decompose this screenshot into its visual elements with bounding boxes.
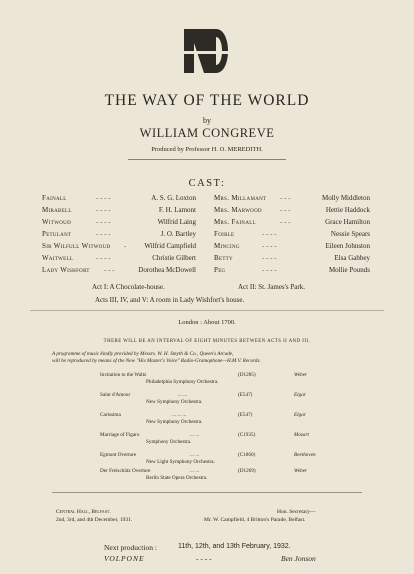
composer: Weber (294, 372, 308, 378)
cast-row (0, 230, 414, 241)
divider (128, 159, 286, 160)
leader-dots: ... ... (190, 452, 200, 458)
piece-title: Marriage of Figaro (100, 432, 140, 438)
actor-name: Christie Gilbert (152, 254, 196, 262)
record-number: (D1285) (238, 372, 256, 378)
role-name: Fainall (42, 194, 67, 202)
actor-name: F. H. Lamont (158, 206, 196, 214)
orchestra: New Symphony Orchestra. (146, 419, 203, 425)
time-and-place: London : About 1700. (178, 319, 236, 326)
piece-title: Der Freischütz Overture (100, 468, 151, 474)
role-name: Mrs. Millamant (214, 194, 267, 202)
actor-name: Nessie Spears (330, 230, 370, 238)
piece-title: Invitation to the Waltz (100, 372, 147, 378)
next-production-label: Next production : (104, 543, 157, 552)
actor-name: Elsa Gabbey (334, 254, 370, 262)
actor-name: Hettie Haddock (325, 206, 370, 214)
record-number: (D1269) (238, 468, 256, 474)
leader-dots: - - - - (262, 230, 277, 238)
orchestra: Symphony Orchestra. (146, 439, 192, 445)
leader-dots: - - - - (196, 554, 212, 563)
producer-line: Produced by Professor H. O. MEREDITH. (151, 146, 263, 153)
orchestra: New Symphony Orchestra. (146, 399, 203, 405)
leader-dots: - - - - (96, 230, 111, 238)
role-name: Mirabell (42, 206, 72, 214)
composer: Beethoven (294, 452, 316, 458)
role-name: Waitwell (42, 254, 74, 262)
role-name: Sir Wilfull Witwoud (42, 242, 111, 250)
by-line: by (203, 116, 211, 125)
composer: Elgar (294, 412, 306, 418)
record-number: (E547) (238, 412, 253, 418)
cast-row (0, 194, 414, 205)
orchestra: New Light Symphony Orchestra. (146, 459, 215, 465)
cast-row (0, 266, 414, 277)
act-two-setting: Act II: St. James's Park. (238, 283, 305, 291)
divider (30, 310, 384, 311)
orchestra: Berlin State Opera Orchestra. (146, 475, 208, 481)
actor-name: Wilfrid Laing (157, 218, 196, 226)
role-name: Mincing (214, 242, 240, 250)
composer: Mozart (294, 432, 309, 438)
piece-title: Salut d'Amour (100, 392, 131, 398)
interval-notice: THERE WILL BE AN INTERVAL OF EIGHT MINUTES BETWEEN ACTS II AND III. (103, 339, 311, 344)
composer: Elgar (294, 392, 306, 398)
cast-row (0, 218, 414, 229)
actor-name: J. O. Bartley (160, 230, 196, 238)
nd-monogram-icon (180, 25, 232, 77)
performance-dates: 2nd, 3rd, and 4th December, 1931. (56, 517, 133, 523)
actor-name: Dorothea McDowell (138, 266, 196, 274)
actor-name: Wilfrid Campfield (144, 242, 196, 250)
leader-dots: - (124, 242, 127, 250)
piece-title: Carissima (100, 412, 121, 418)
secretary-label: Hon. Secretary— (277, 509, 316, 515)
next-production-dates: 11th, 12th, and 13th February, 1932. (178, 543, 291, 550)
actor-name: A. S. G. Loxton (151, 194, 196, 202)
actor-name: Molly Middleton (321, 194, 370, 202)
leader-dots: - - - - (262, 254, 277, 262)
role-name: Peg (214, 266, 226, 274)
cast-row (0, 206, 414, 217)
cast-heading: CAST: (188, 178, 226, 189)
act-one-setting: Act I: A Chocolate-house. (92, 283, 165, 291)
leader-dots: ... ... (190, 468, 200, 474)
leader-dots: - - - (280, 194, 291, 202)
next-play-title: VOLPONE (104, 554, 145, 563)
actor-name: Mollie Pounds (328, 266, 370, 274)
cast-row (0, 242, 414, 253)
leader-dots: ... ... ... (172, 412, 187, 418)
role-name: Lady Wishfort (42, 266, 90, 274)
actor-name: Grace Hamilton (325, 218, 370, 226)
divider (52, 492, 362, 493)
role-name: Witwoud (42, 218, 71, 226)
role-name: Betty (214, 254, 233, 262)
orchestra: Philadelphia Symphony Orchestra. (146, 379, 219, 385)
play-title: THE WAY OF THE WORLD (104, 92, 310, 109)
leader-dots: - - - - (96, 254, 111, 262)
leader-dots: - - - (104, 266, 115, 274)
leader-dots: - - - - (96, 206, 111, 214)
composer: Weber (294, 468, 308, 474)
acts-three-to-five-setting: Acts III, IV, and V: A room in Lady Wishfort's house. (95, 296, 245, 304)
leader-dots: - - - - (262, 242, 277, 250)
piece-title: Egmont Overture (100, 452, 137, 458)
cast-row (0, 254, 414, 265)
leader-dots: - - - (280, 218, 291, 226)
leader-dots: - - - - (96, 194, 111, 202)
role-name: Mrs. Marwood (214, 206, 262, 214)
secretary-address: Mr. W. Campfield, 4 Britton's Parade, Belfast. (204, 517, 306, 523)
venue: Central Hall, Belfast. (56, 509, 111, 515)
leader-dots: - - - - (262, 266, 277, 274)
record-number: (C1935) (238, 432, 256, 438)
record-number: (C1860) (238, 452, 256, 458)
music-credit-line-1: A programme of music kindly provided by Messrs. W. H. Smyth & Co., Queen's Arcade, (52, 351, 234, 357)
actor-name: Eileen Johnston (325, 242, 370, 250)
leader-dots: - - - (280, 206, 291, 214)
leader-dots: ... ... (178, 392, 188, 398)
record-number: (E547) (238, 392, 253, 398)
leader-dots: ... ... (190, 432, 200, 438)
next-play-author: Ben Jonson (281, 554, 316, 563)
author-name: WILLIAM CONGREVE (139, 126, 275, 140)
leader-dots: - - - - (96, 218, 111, 226)
role-name: Mrs. Fainall (214, 218, 256, 226)
role-name: Petulant (42, 230, 72, 238)
role-name: Foible (214, 230, 235, 238)
music-credit-line-2: will be reproduced by means of the New "His Master's Voice" Radio-Gramophone—H.M.V. Records. (52, 358, 261, 364)
